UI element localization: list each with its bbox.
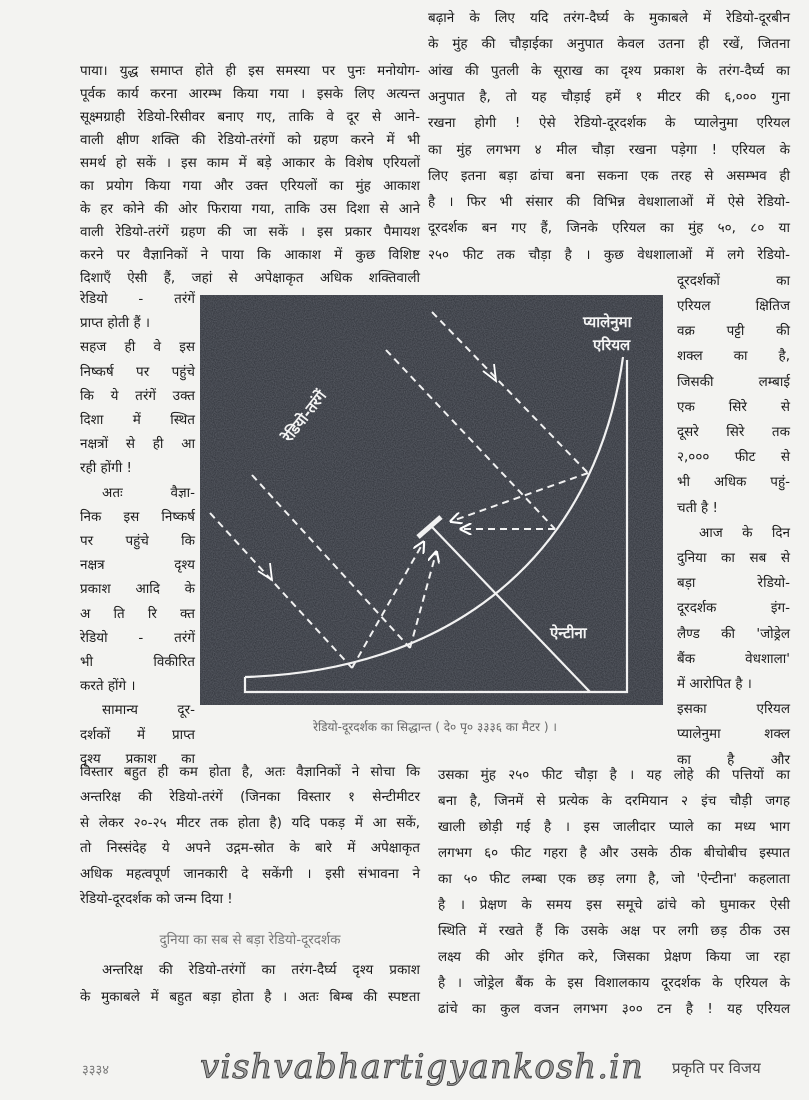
text-line: से लेकर २०-२५ मीटर तक होता है) यदि पकड़ में आ सकें, (80, 814, 420, 831)
text-line: दुनिया का सब से (677, 550, 790, 566)
text-line: दृश्य प्रकाश का (80, 750, 195, 767)
text-line: रेडियो - तरंगें (80, 291, 195, 307)
text-line: पर पहुंचे कि (80, 533, 195, 549)
text-line: एक सिरे से (677, 398, 790, 415)
text-line: वाली रेडियो-तरंगें ग्रहण की जा सकें । इस प्रकार पैमायश (80, 224, 420, 240)
text-line: लैण्ड की 'जोड्रेल (677, 625, 790, 642)
radio-telescope-diagram (200, 295, 663, 705)
text-line: जिसकी लम्बाई (677, 373, 790, 390)
text-line: पाया। युद्ध समाप्त होते ही इस समस्या पर पुनः मनोयोग- (80, 63, 420, 79)
text-line: आज के दिन (699, 524, 790, 541)
text-line: खाली छोड़ी गई है । इस जालीदार प्याले का मध्य भाग (438, 819, 790, 835)
section-heading: दुनिया का सब से बड़ा रेडियो-दूरदर्शक (159, 932, 341, 948)
text-line: में आरोपित है । (677, 676, 752, 692)
text-line: २,००० फीट से (677, 449, 790, 466)
text-line: प्राप्त होती हैं । (80, 315, 151, 332)
text-line: नक्षत्रों से ही आ (80, 436, 195, 453)
text-line: दूरदर्शक इंग- (677, 600, 790, 617)
text-line: अ ति रि क्त (80, 605, 195, 622)
text-line: दूरदर्शक बन गए हैं, जिनके एरियल का मुंह ५०, ८० या (428, 220, 790, 237)
footer-title: प्रकृति पर विजय (672, 1059, 761, 1077)
text-line: बना है, जिनमें से प्रत्येक के दरमियान २ इंच चौड़ी जगह (438, 793, 790, 809)
text-line: दूसरे सिरे तक (677, 424, 790, 440)
text-line: पूर्वक कार्य करना आरम्भ किया गया । इसके लिए अत्यन्त (80, 86, 420, 102)
text-line: दिशाएँ ऐसी हैं, जहां से अपेक्षाकृत अधिक शक्तिवाली (80, 270, 420, 286)
text-line: रेडियो-दूरदर्शक को जन्म दिया ! (80, 891, 233, 907)
text-line: का ५० फीट लम्बा एक छड़ लगा है, जो 'ऐन्टीना' कहलाता (438, 871, 790, 887)
text-line: निक इस निष्कर्ष (80, 508, 195, 525)
label-antenna: ऐन्टीना (550, 624, 587, 642)
label-radio-waves: रेडियो-तरंगें (278, 387, 331, 446)
text-line: अन्तरिक्ष की रेडियो-तरंगें (जिनका विस्तार १ सेन्टीमीटर (80, 789, 420, 806)
watermark: vishvabhartigyankosh.in (200, 1047, 644, 1087)
text-line: इसका एरियल (677, 701, 790, 718)
text-line: चती है ! (677, 499, 718, 516)
text-line: लक्ष्य की ओर इंगित करे, जिसका प्रेक्षण किया जा रहा (438, 949, 790, 965)
text-line: अतः वैज्ञा- (102, 484, 195, 501)
text-line: दूरदर्शकों का (677, 273, 790, 289)
text-line: वाली क्षीण शक्ति की रेडियो-तरंगों को ग्रहण करने में भी (80, 132, 420, 148)
text-line: एरियल क्षितिज (677, 298, 790, 314)
text-line: अनुपात है, तो यह चौड़ाई हमें १ मीटर की ६,००० गुना (428, 88, 790, 105)
text-line: उसका मुंह २५० फीट चौड़ा है । यह लोहे की पत्तियों का (438, 767, 790, 783)
figure-caption: रेडियो-दूरदर्शक का सिद्धान्त ( दे० पृ० ३३३६ का मैटर ) । (313, 720, 557, 734)
text-line: भी विकीरित (80, 654, 195, 670)
text-line: करने पर वैज्ञानिकों ने पाया कि आकाश में कुछ विशिष्ट (80, 247, 420, 263)
text-line: का मुंह लगभग ४ मील चौड़ा रखना पड़ेगा ! एरियल के (428, 141, 790, 158)
text-line: तो निस्संदेह ये अपने उद्गम-स्रोत के बारे में अपेक्षाकृत (80, 840, 420, 857)
text-line: है । प्रेक्षण के समय इस समूचे ढांचे को घुमाकर ऐसी (438, 897, 790, 913)
text-line: विस्तार बहुत ही कम होता है, अतः वैज्ञानिकों ने सोचा कि (80, 764, 420, 780)
text-line: सहज ही वे इस (80, 339, 195, 356)
text-line: वक्र पट्टी की (677, 323, 790, 340)
text-line: रही होंगी ! (80, 460, 132, 477)
text-line: के हर कोने की ओर फिराया गया, ताकि उस दिशा से आने (80, 201, 420, 217)
text-line: स्थिति में रखते हैं कि उसके अक्ष पर लगी छड़ ठीक उस (438, 923, 790, 939)
text-line: है । फिर भी संसार की विभिन्न वेधशालाओं में ऐसे रेडियो- (428, 194, 790, 211)
page-number: ३३३४ (82, 1063, 110, 1078)
text-line: ढांचे का कुल वजन लगभग ३०० टन है ! यह एरियल (438, 1001, 790, 1017)
label-dish-line2: एरियल (593, 336, 631, 354)
text-line: है । जोड्रेल बैंक के इस विशालकाय दूरदर्शक के एरियल के (438, 975, 790, 991)
text-line: का है और (677, 751, 790, 768)
text-line: निष्कर्ष पर पहुंचे (80, 363, 195, 380)
text-line: नक्षत्र दृश्य (80, 557, 195, 574)
text-line: भी अधिक पहुं- (677, 474, 790, 491)
text-line: कि ये तरंगें उक्त (80, 387, 195, 404)
text-line: का प्रयोग किया गया और उक्त एरियलों का मुंह आकाश (80, 178, 420, 194)
text-line: सामान्य दूर- (102, 702, 195, 719)
text-line: दर्शकों में प्राप्त (80, 726, 195, 743)
text-line: प्यालेनुमा शक्ल (677, 726, 790, 743)
text-line: प्रकाश आदि के (80, 581, 195, 598)
text-line: बड़ा रेडियो- (677, 575, 790, 592)
text-line: दिशा में स्थित (80, 412, 195, 428)
text-line: रेडियो - तरंगें (80, 629, 195, 646)
text-line: रखना होगी ! ऐसे रेडियो-दूरदर्शक के प्यालेनुमा एरियल (428, 115, 790, 132)
text-line: शक्ल का है, (677, 348, 790, 365)
text-line: बढ़ाने के लिए यदि तरंग-दैर्घ्य के मुकाबले में रेडियो-दूरबीन (428, 10, 790, 26)
text-line: समर्थ हो सकें । इस काम में बड़े आकार के विशेष एरियलों (80, 155, 420, 171)
text-line: अधिक महत्वपूर्ण जानकारी दे सकेंगी । इसी संभावना ने (80, 865, 420, 882)
text-line: लगभग ६० फीट गहरा है और उसके ठीक बीचोबीच इस्पात (438, 845, 790, 861)
text-line: के मुकाबले में बहुत बड़ा होता है । अतः बिम्ब की स्पष्टता (80, 989, 420, 1005)
label-dish-line1: प्यालेनुमा (583, 313, 632, 331)
text-line: आंख की पुतली के सूराख का दृश्य प्रकाश के तरंग-दैर्घ्य का (428, 62, 790, 79)
text-line: अन्तरिक्ष की रेडियो-तरंगों का तरंग-दैर्घ्य दृश्य प्रकाश (102, 962, 420, 978)
text-line: बैंक वेधशाला' (677, 650, 790, 667)
text-line: करते होंगे । (80, 678, 136, 695)
text-line: लिए इतना बड़ा ढांचा बना सकना एक तरह से असम्भव ही (428, 167, 790, 184)
text-line: सूक्ष्मग्राही रेडियो-रिसीवर बनाए गए, ताकि वे दूर से आने- (80, 109, 420, 125)
text-line: के मुंह की चौड़ाईका अनुपात केवल उतना ही रखें, जितना (428, 36, 790, 53)
text-line: २५० फीट तक चौड़ा है । कुछ वेधशालाओं में लगे रेडियो- (428, 246, 790, 263)
